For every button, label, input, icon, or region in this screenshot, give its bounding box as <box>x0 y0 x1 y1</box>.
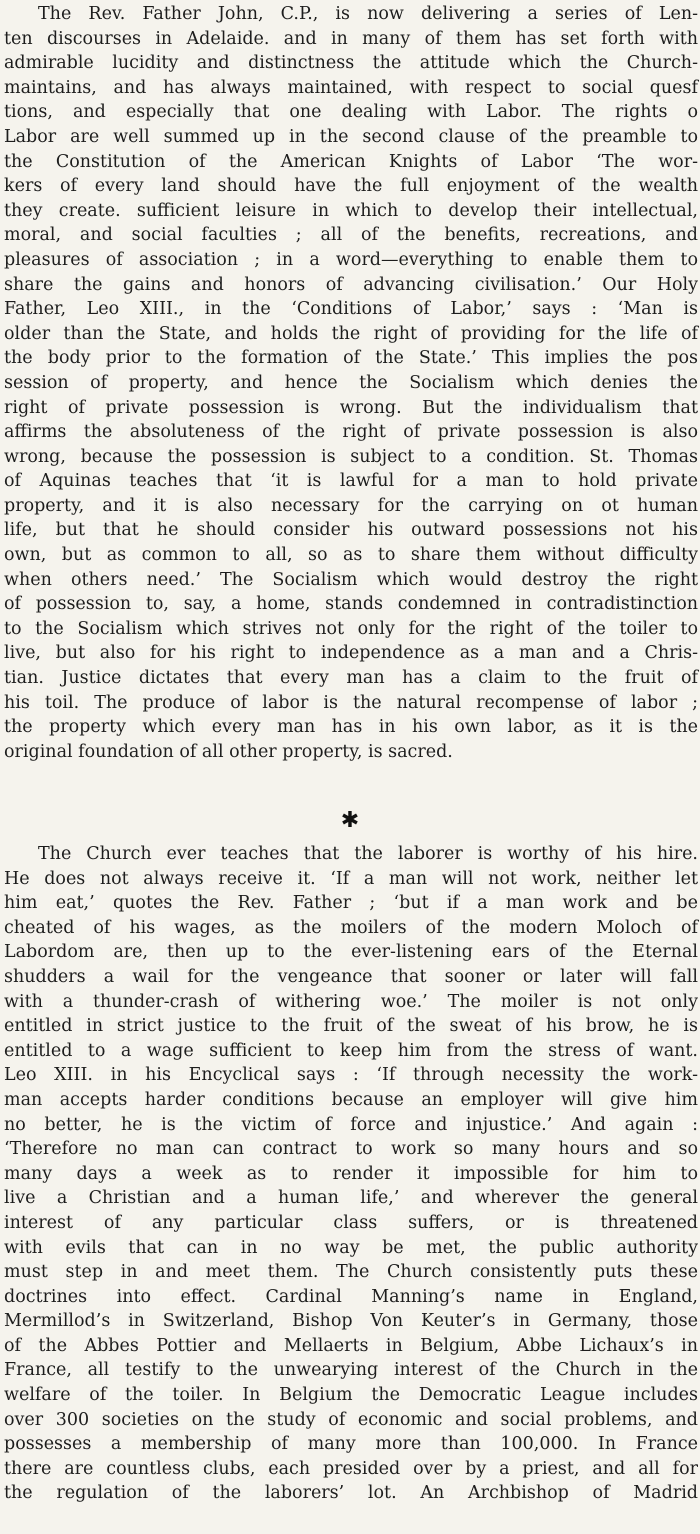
text-line: shudders a wail for the vengeance that sooner or later will fall <box>4 966 698 987</box>
text-line: welfare of the toiler. In Belgium the Democratic League includes <box>4 1385 698 1406</box>
text-line: session of property, and hence the Socialism which denies the <box>4 372 698 393</box>
paragraph-labor-rights <box>0 2 700 764</box>
text-line: property, and it is also necessary for the carrying on ot human <box>4 495 698 516</box>
text-line: cheated of his wages, as the moilers of the modern Moloch of <box>4 917 698 938</box>
text-line: Mermillod’s in Switzerland, Bishop Von Keuter’s in Germany, those <box>4 1311 698 1332</box>
text-line: wrong, because the possession is subject to a condition. St. Thomas <box>4 446 698 467</box>
text-line: right of private possession is wrong. But the individualism that <box>4 397 698 418</box>
text-line: the regulation of the laborers’ lot. An Archbishop of Madrid <box>4 1483 698 1504</box>
text-line: of the Abbes Pottier and Mellaerts in Belgium, Abbe Lichaux’s in <box>4 1335 698 1356</box>
text-line: when others need.’ The Socialism which would destroy the right <box>4 569 698 590</box>
text-line: entitled to a wage sufficient to keep him from the stress of want. <box>4 1040 698 1061</box>
text-line: Labor are well summed up in the second clause of the preamble to <box>4 126 698 147</box>
text-line: entitled in strict justice to the fruit of the sweat of his brow, he is <box>4 1016 698 1037</box>
text-line: the property which every man has in his own labor, as it is the <box>4 717 698 738</box>
text-line: own, but as common to all, so as to share them without difficulty <box>4 545 698 566</box>
text-line: they create. sufficient leisure in which to develop their intellectual, <box>4 200 698 221</box>
text-line: live a Christian and a human life,’ and wherever the general <box>4 1188 698 1209</box>
text-line: live, but also for his right to independence as a man and a Chris- <box>4 643 698 664</box>
text-line: the Constitution of the American Knights of Labor ‘The wor- <box>4 151 698 172</box>
text-line: must step in and meet them. The Church consistently puts these <box>4 1262 698 1283</box>
paragraph-laborer-wages <box>0 842 700 1506</box>
text-line: pleasures of association ; in a word—everything to enable them to <box>4 249 698 270</box>
text-line: share the gains and honors of advancing civilisation.’ Our Holy <box>4 274 698 295</box>
text-line: man accepts harder conditions because an employer will give him <box>4 1089 698 1110</box>
text-line: interest of any particular class suffers, or is threatened <box>4 1212 698 1233</box>
text-line: older than the State, and holds the right of providing for the life of <box>4 323 698 344</box>
text-line: original foundation of all other property, is sacred. <box>4 741 453 762</box>
text-line: life, but that he should consider his outward possessions not his <box>4 520 698 541</box>
text-line: with a thunder-crash of withering woe.’ The moiler is not only <box>4 991 698 1012</box>
text-line: Leo XIII. in his Encyclical says : ‘If through necessity the work- <box>4 1065 698 1086</box>
text-line: admirable lucidity and distinctness the attitude which the Church- <box>4 53 698 74</box>
text-line: with evils that can in no way be met, the public authority <box>4 1237 698 1258</box>
text-line: tions, and especially that one dealing with Labor. The rights o <box>4 102 698 123</box>
text-line: Father, Leo XIII., in the ‘Conditions of Labor,’ says : ‘Man is <box>4 299 698 320</box>
text-line: over 300 societies on the study of economic and social problems, and <box>4 1409 698 1430</box>
text-line: of Aquinas teaches that ‘it is lawful for a man to hold private <box>4 471 698 492</box>
text-line: The Church ever teaches that the laborer is worthy of his hire. <box>38 844 698 864</box>
text-line: moral, and social faculties ; all of the benefits, recreations, and <box>4 225 698 246</box>
text-line: doctrines into effect. Cardinal Manning’s name in England, <box>4 1286 698 1307</box>
text-line: ten discourses in Adelaide. and in many of them has set forth with <box>4 28 698 49</box>
text-line: Labordom are, then up to the ever-listening ears of the Eternal <box>4 942 698 963</box>
text-line: kers of every land should have the full enjoyment of the wealth <box>4 176 698 197</box>
text-line: affirms the absoluteness of the right of private possession is also <box>4 422 698 443</box>
text-line: there are countless clubs, each presided over by a priest, and all for <box>4 1458 698 1479</box>
text-line: many days a week as to render it impossible for him to <box>4 1163 698 1184</box>
text-line: to the Socialism which strives not only for the right of the toiler to <box>4 618 698 639</box>
text-line: France, all testify to the unwearying interest of the Church in the <box>4 1360 698 1381</box>
text-line: ‘Therefore no man can contract to work so many hours and so <box>4 1139 698 1160</box>
text-line: of possession to, say, a home, stands condemned in contradistinction <box>4 594 698 615</box>
section-separator-asterisk: ✱ <box>340 808 360 833</box>
text-line: He does not always receive it. ‘If a man will not work, neither let <box>4 868 698 889</box>
text-line: possesses a membership of many more than 100,000. In France <box>4 1434 698 1455</box>
text-line: the body prior to the formation of the State.’ This implies the pos <box>4 348 698 369</box>
text-line: tian. Justice dictates that every man has a claim to the fruit of <box>4 668 698 689</box>
text-line: The Rev. Father John, C.P., is now delivering a series of Len- <box>38 4 698 24</box>
text-line: him eat,’ quotes the Rev. Father ; ‘but if a man work and be <box>4 893 698 914</box>
text-line: his toil. The produce of labor is the natural recompense of labor ; <box>4 692 698 713</box>
text-line: no better, he is the victim of force and injustice.’ And again : <box>4 1114 698 1135</box>
text-line: maintains, and has always maintained, with respect to social quesf <box>4 77 698 98</box>
